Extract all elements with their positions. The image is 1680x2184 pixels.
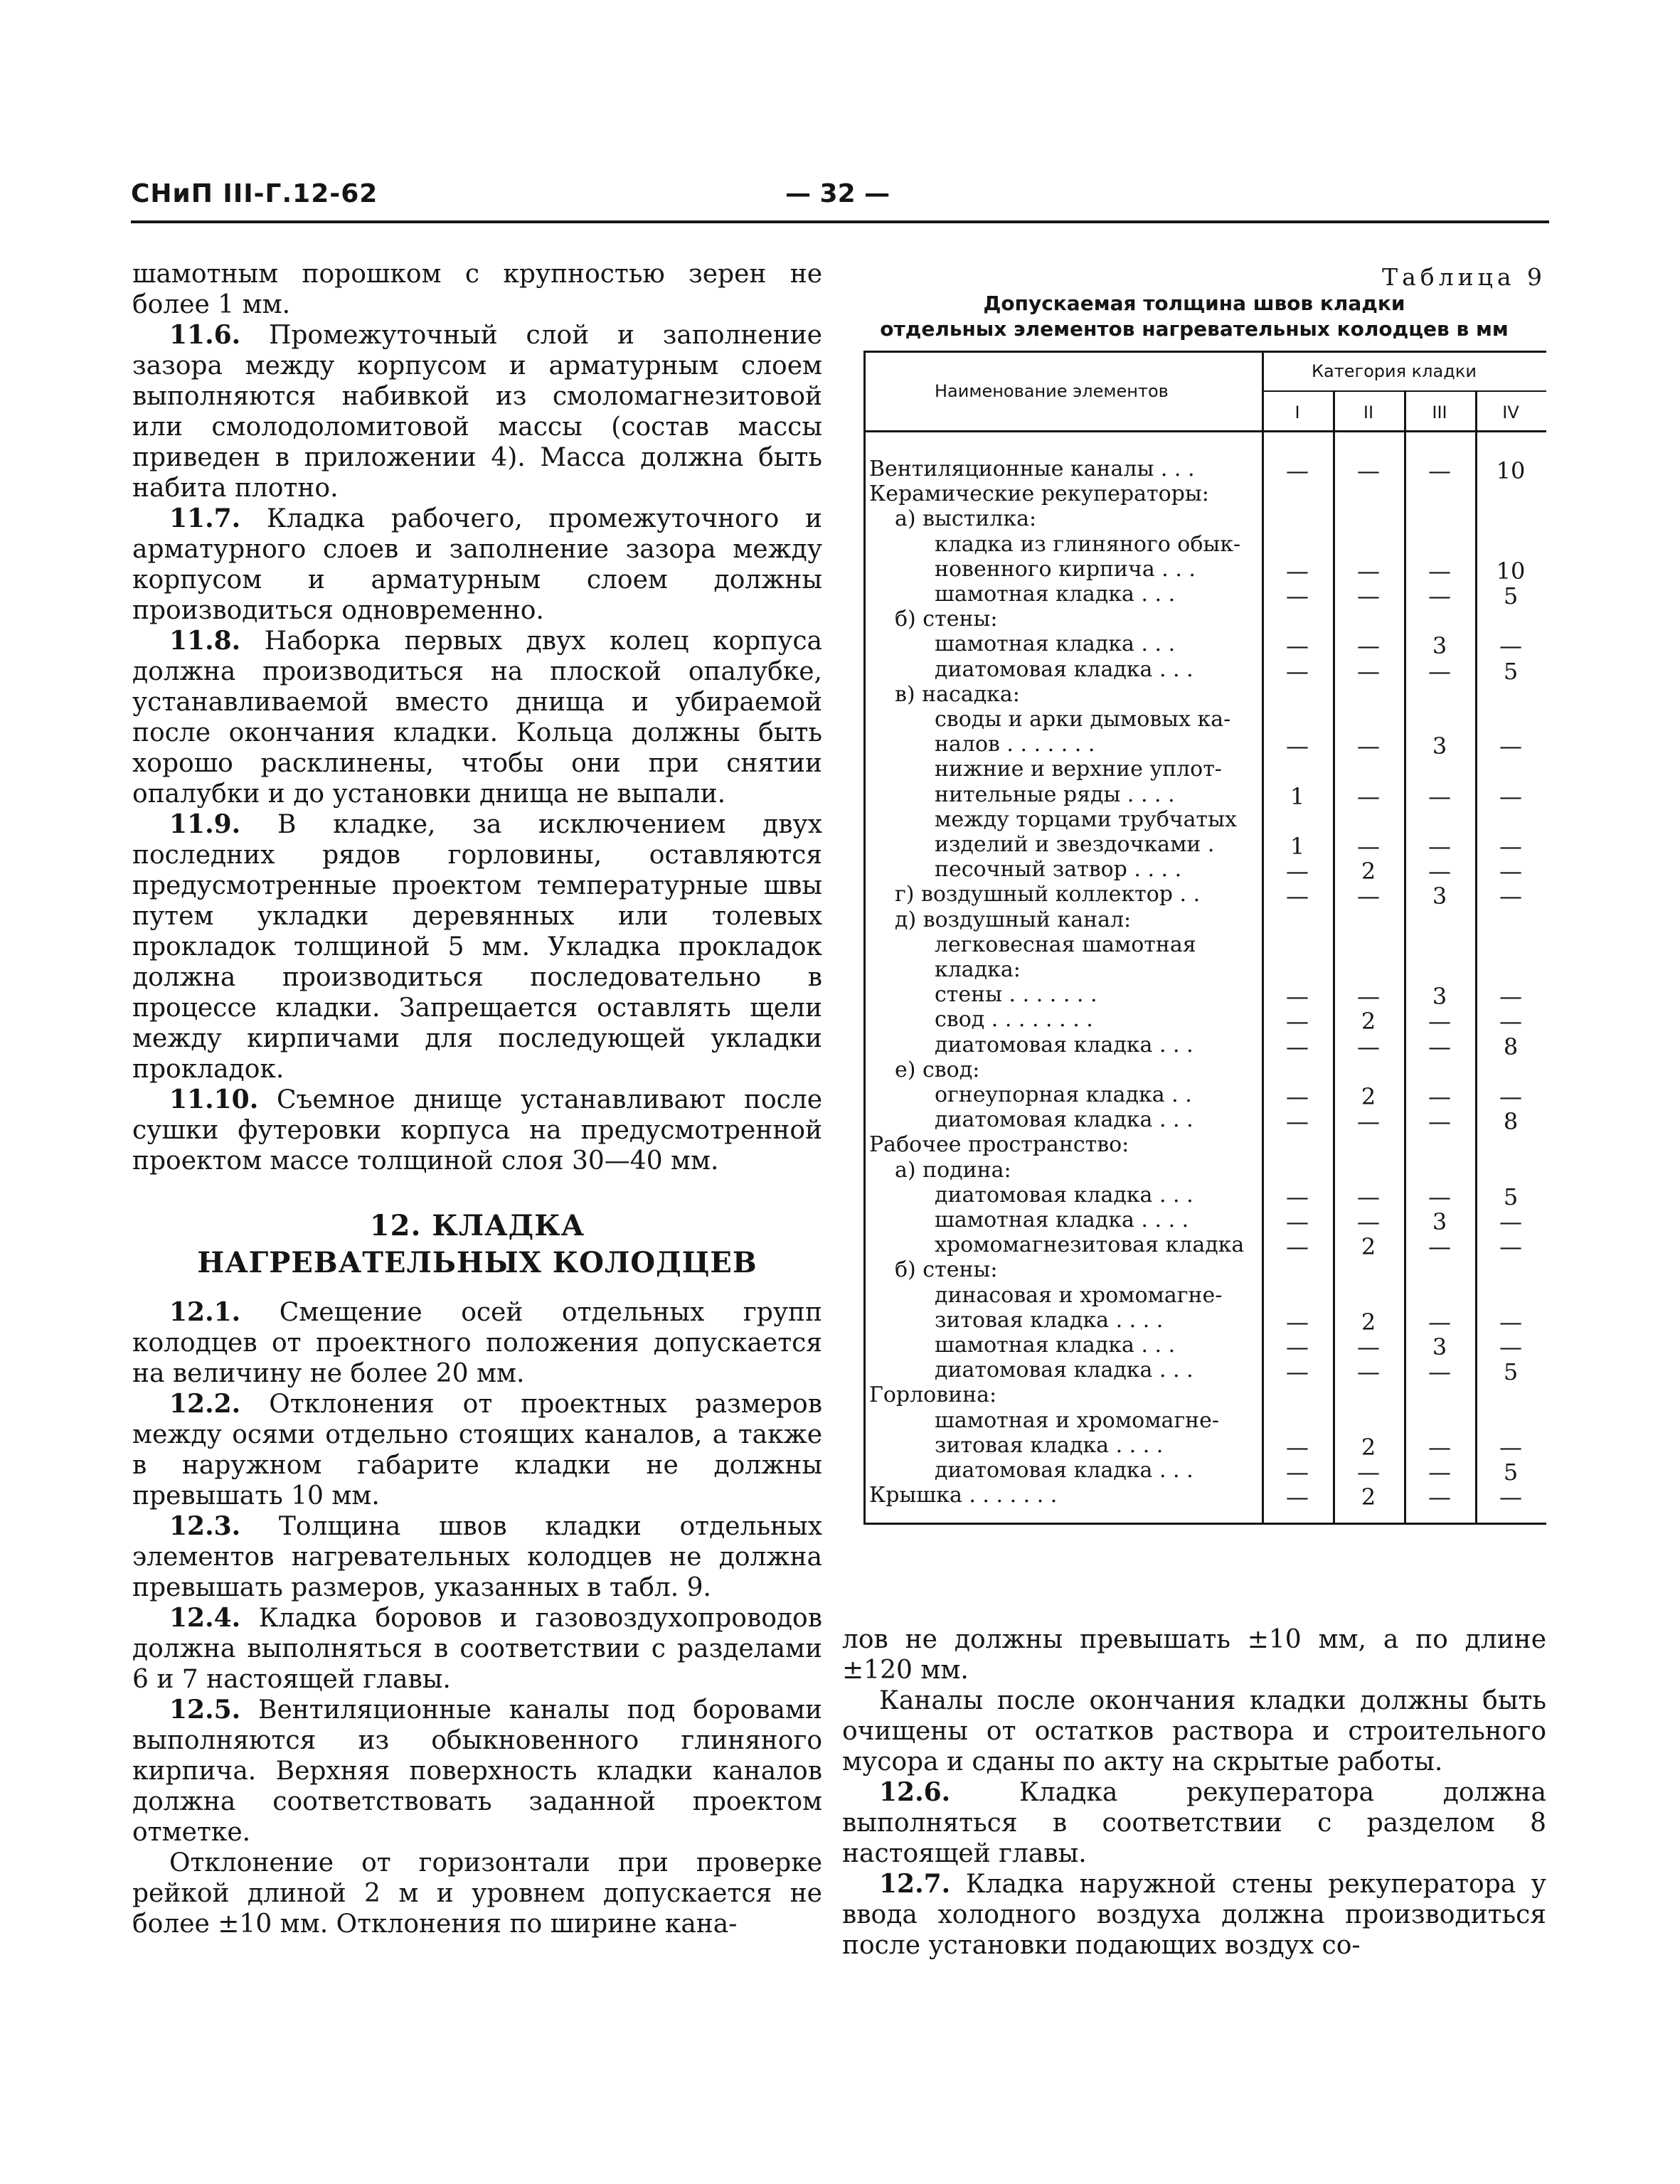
- table-cell: 2: [1361, 1483, 1376, 1511]
- paragraph-12-5: [132, 1695, 822, 1848]
- paragraph-text: Вентиляционные каналы под боровами выполняются из обыкновенного глиняного кирпича. Верхняя поверхность кладки каналов должна соответствовать заданной проектом отметке.: [132, 1695, 822, 1847]
- paragraph-number: 11.10.: [169, 1085, 259, 1114]
- paragraph-number: 11.6.: [169, 320, 241, 350]
- table-cell: 10: [1496, 557, 1526, 585]
- table-col-rule: [1404, 390, 1406, 1523]
- page-header: [131, 176, 1549, 219]
- table-cell: —: [1499, 883, 1522, 910]
- table-row-label: свод . . . . . . . .: [935, 1007, 1093, 1033]
- table-name-col-rule: [1262, 351, 1264, 1523]
- table-cell: 3: [1432, 733, 1447, 760]
- table-row-label: динасовая и хромомагне-: [935, 1282, 1223, 1308]
- table-cell: 2: [1361, 1233, 1376, 1261]
- table-title-line-2: отдельных элементов нагревательных колодцев в мм: [880, 317, 1509, 341]
- paragraph-number: 12.3.: [169, 1511, 241, 1541]
- table-cell: 5: [1503, 1358, 1519, 1386]
- table-cell: —: [1357, 632, 1380, 660]
- table-cell: —: [1357, 1333, 1380, 1360]
- table-cell: 2: [1361, 1433, 1376, 1461]
- table-row-label: диатомовая кладка . . .: [935, 1182, 1193, 1208]
- table-cell: —: [1428, 1033, 1451, 1060]
- table-bottom-rule: [863, 1523, 1546, 1525]
- right-column: [842, 1624, 1546, 1961]
- paragraph-number: 12.6.: [879, 1777, 951, 1807]
- table-cell: —: [1286, 582, 1309, 609]
- left-column: [132, 259, 822, 1939]
- table-cell: —: [1286, 883, 1309, 910]
- header-rule: [131, 220, 1549, 223]
- table-row-label: Крышка . . . . . . .: [869, 1483, 1058, 1508]
- table-cell: —: [1428, 833, 1451, 860]
- table-category-I: I: [1294, 403, 1300, 422]
- table-cell: —: [1428, 1108, 1451, 1136]
- table-cell: —: [1428, 858, 1451, 885]
- table-cell: 8: [1503, 1108, 1519, 1136]
- table-cell: —: [1357, 1183, 1380, 1210]
- table-col-rule: [1475, 390, 1477, 1523]
- table-cell: —: [1286, 557, 1309, 585]
- table-row-label: Горловина:: [869, 1383, 997, 1408]
- table-cell: —: [1428, 1308, 1451, 1336]
- paragraph-12-2: [132, 1389, 822, 1511]
- table-cell: —: [1286, 1083, 1309, 1110]
- paragraph-text: Съемное днище устанавливают после сушки футеровки корпуса на предусмотренной проектом массе толщиной слоя 30—40 мм.: [132, 1085, 822, 1176]
- table-cell: —: [1499, 858, 1522, 885]
- table-cell: —: [1286, 1108, 1309, 1136]
- table-cell: —: [1428, 782, 1451, 810]
- table-cell: —: [1499, 1233, 1522, 1261]
- paragraph-text: Кладка рабочего, промежуточного и арматурного слоев и заполнение зазора между корпусом и арматурным слоем должны производиться одновременно.: [132, 504, 822, 625]
- paragraph-text: Отклонения от проектных размеров между осями отдельно стоящих каналов, а также в наружном габарите кладки не должны превышать 10 мм.: [132, 1390, 822, 1511]
- table-cell: —: [1428, 457, 1451, 484]
- table-cell: —: [1286, 632, 1309, 660]
- paragraph-number: 12.1.: [169, 1297, 241, 1327]
- table-row-label: шамотная кладка . . .: [935, 1333, 1176, 1358]
- paragraph-continuation: шамотным порошком с крупностью зерен не более 1 мм.: [132, 260, 822, 319]
- section-title-line-1: 12. КЛАДКА: [369, 1209, 585, 1242]
- table-cell: —: [1428, 657, 1451, 685]
- table-col-rule: [1333, 390, 1335, 1523]
- table-row-label: а) выстилка:: [895, 506, 1037, 532]
- table-row-label: диатомовая кладка . . .: [935, 1107, 1193, 1133]
- paragraph-text: Промежуточный слой и заполнение зазора между корпусом и арматурным слоем выполняются набивкой из смоломагнезитовой или смолодоломитовой массы (состав массы приведен в приложении 4). Масса должна быть набита плотно.: [132, 321, 822, 503]
- table-cell: —: [1286, 1433, 1309, 1461]
- paragraph-12-7: [842, 1869, 1546, 1961]
- table-cell: —: [1357, 883, 1380, 910]
- table-column-header-category: Категория кладки: [1312, 361, 1477, 381]
- table-row-label: нительные ряды . . . .: [935, 782, 1175, 807]
- table-row-label: диатомовая кладка . . .: [935, 1032, 1193, 1058]
- table-label: Таблица 9: [1382, 263, 1546, 291]
- table-cell: —: [1357, 733, 1380, 760]
- paragraph-channels: Каналы после окончания кладки должны быть очищены от остатков раствора и строительного мусора и сданы по акту на скрытые работы.: [842, 1686, 1546, 1777]
- table-cell: —: [1357, 582, 1380, 609]
- table-category-III: III: [1432, 403, 1447, 422]
- table-cell: —: [1428, 1183, 1451, 1210]
- table-cell: 2: [1361, 1008, 1376, 1035]
- document-code: СНиП III-Г.12-62: [131, 179, 378, 208]
- section-title: [132, 1208, 822, 1282]
- table-row-label: песочный затвор . . . .: [935, 857, 1182, 883]
- table-cell: 3: [1432, 1208, 1447, 1235]
- table-title-line-1: Допускаемая толщина швов кладки: [983, 292, 1405, 315]
- table-cell: 3: [1432, 983, 1447, 1011]
- paragraph-continuation-right: лов не должны превышать ±10 мм, а по длине ±120 мм.: [842, 1625, 1546, 1685]
- table-cell: —: [1357, 1033, 1380, 1060]
- paragraph-11-9: [132, 809, 822, 1085]
- table-cell: 2: [1361, 858, 1376, 885]
- table-cell: —: [1286, 1333, 1309, 1360]
- table-cell: 3: [1432, 883, 1447, 910]
- paragraph-number: 12.7.: [879, 1869, 951, 1899]
- table-row-label: в) насадка:: [895, 681, 1020, 707]
- table-cell: —: [1357, 1108, 1380, 1136]
- table-row-label: диатомовая кладка . . .: [935, 1358, 1193, 1383]
- table-cell: —: [1428, 1433, 1451, 1461]
- table-row-label: изделий и звездочками .: [935, 832, 1215, 857]
- table-cell: —: [1428, 557, 1451, 585]
- table-cell: —: [1286, 1308, 1309, 1336]
- table-cell: —: [1286, 1183, 1309, 1210]
- table-cell: —: [1286, 858, 1309, 885]
- table-header-bottom-rule: [863, 430, 1546, 432]
- table-cell: —: [1428, 1483, 1451, 1511]
- table-row-label: б) стены:: [895, 1257, 998, 1283]
- table-row-label: шамотная кладка . . .: [935, 582, 1176, 607]
- table-row-label: диатомовая кладка . . .: [935, 1458, 1193, 1483]
- table-cell: 5: [1503, 1183, 1519, 1210]
- paragraph-number: 12.5.: [169, 1695, 241, 1725]
- paragraph-number: 11.8.: [169, 626, 241, 656]
- table-cell: —: [1428, 582, 1451, 609]
- table-cell: —: [1286, 1483, 1309, 1511]
- table-row-label: зитовая кладка . . . .: [935, 1307, 1164, 1333]
- paragraph-text: В кладке, за исключением двух последних рядов горловины, оставляются предусмотренные проектом температурные швы путем укладки деревянных или толевых прокладок толщиной 5 мм. Укладка прокладок должна производиться последовательно в процессе кладки. Запрещается оставлять щели между кирпичами для последующей укладки прокладок.: [132, 810, 822, 1084]
- table-row-label: стены . . . . . . .: [935, 982, 1097, 1008]
- table-top-rule: [863, 351, 1546, 353]
- table-cell: —: [1357, 557, 1380, 585]
- paragraph-text: Смещение осей отдельных групп колодцев от проектного положения допускается на величину не более 20 мм.: [132, 1298, 822, 1388]
- table-row-label: хромомагнезитовая кладка: [935, 1232, 1245, 1258]
- table-cell: —: [1357, 457, 1380, 484]
- paragraph-text: Кладка наружной стены рекуператора у ввода холодного воздуха должна производиться после установки подающих воздух со-: [842, 1870, 1546, 1960]
- paragraph-11-8: [132, 626, 822, 809]
- table-cell: 1: [1290, 782, 1305, 810]
- table-row-label: Рабочее пространство:: [869, 1132, 1129, 1158]
- table-cell: —: [1286, 657, 1309, 685]
- table-cell: —: [1286, 1459, 1309, 1486]
- table-cell: —: [1499, 1483, 1522, 1511]
- table-cell: 8: [1503, 1033, 1519, 1060]
- paragraph-number: 11.7.: [169, 504, 241, 533]
- table-cell: —: [1499, 782, 1522, 810]
- table-cell: —: [1357, 983, 1380, 1011]
- table-row-label: новенного кирпича . . .: [935, 556, 1196, 582]
- table-cell: —: [1286, 733, 1309, 760]
- table-row-label: шамотная кладка . . . .: [935, 1208, 1189, 1232]
- table-cell: —: [1428, 1459, 1451, 1486]
- paragraph-11-6: [132, 320, 822, 504]
- paragraph-12-6: [842, 1777, 1546, 1869]
- table-cell: —: [1357, 1459, 1380, 1486]
- table-row-label: Керамические рекуператоры:: [869, 481, 1209, 507]
- table-cell: 2: [1361, 1308, 1376, 1336]
- table-row-label: е) свод:: [895, 1057, 980, 1082]
- table-row-label: нижние и верхние уплот-: [935, 757, 1222, 782]
- table-column-header-name: Наименование элементов: [935, 381, 1169, 401]
- table-row-label: налов . . . . . . .: [935, 732, 1095, 757]
- table-row-label: между торцами трубчатых: [935, 806, 1237, 832]
- table-category-IV: IV: [1502, 403, 1519, 422]
- table-row-label: кладка из глиняного обык-: [935, 531, 1241, 557]
- table-row-label: зитовая кладка . . . .: [935, 1432, 1164, 1458]
- table-cell: 5: [1503, 582, 1519, 609]
- table-title: [842, 291, 1546, 342]
- table-cell: —: [1499, 1433, 1522, 1461]
- paragraph-number: 12.2.: [169, 1389, 241, 1419]
- paragraph-text: Наборка первых двух колец корпуса должна производиться на плоской опалубке, устанавливаемой вместо днища и убираемой после окончания кладки. Кольца должны быть хорошо расклинены, чтобы они при снятии опалубки и до установки днища не выпали.: [132, 627, 822, 809]
- paragraph-number: 12.4.: [169, 1603, 241, 1633]
- table-category-II: II: [1363, 403, 1374, 422]
- table-cell: —: [1428, 1233, 1451, 1261]
- table-row-label: шамотная и хромомагне-: [935, 1407, 1220, 1433]
- table-row-label: Вентиляционные каналы . . .: [869, 457, 1195, 481]
- paragraph-11-7: [132, 504, 822, 626]
- table-row-label: огнеупорная кладка . .: [935, 1082, 1192, 1107]
- table-cell: 3: [1432, 632, 1447, 660]
- table-row-label: шамотная кладка . . .: [935, 632, 1176, 657]
- table-cell: —: [1357, 1358, 1380, 1386]
- table-row-label: а) подина:: [895, 1157, 1011, 1183]
- table-cell: —: [1286, 983, 1309, 1011]
- table-cell: —: [1499, 1083, 1522, 1110]
- page-number: — 32 —: [785, 179, 890, 208]
- table-cell: —: [1286, 1358, 1309, 1386]
- table-cell: 5: [1503, 1459, 1519, 1486]
- table-cell: —: [1286, 457, 1309, 484]
- table-cell: —: [1428, 1358, 1451, 1386]
- table-cell: —: [1286, 1208, 1309, 1235]
- paragraph-text: Кладка боровов и газовоздухопроводов должна выполняться в соответствии с разделами 6 и 7 настоящей главы.: [132, 1604, 822, 1694]
- table-row-label: б) стены:: [895, 607, 998, 632]
- table-cell: —: [1286, 1033, 1309, 1060]
- table-row-label: кладка:: [935, 957, 1021, 982]
- table-cell: 3: [1432, 1333, 1447, 1360]
- table-cell: —: [1499, 632, 1522, 660]
- table-row-label: своды и арки дымовых ка-: [935, 707, 1231, 732]
- table-cell: —: [1499, 983, 1522, 1011]
- table-row-label: легковесная шамотная: [935, 932, 1196, 957]
- table-cell: —: [1499, 1008, 1522, 1035]
- table-cell: —: [1357, 657, 1380, 685]
- table-cell: —: [1499, 1308, 1522, 1336]
- table-cell: —: [1499, 1333, 1522, 1360]
- table-cell: 1: [1290, 833, 1305, 860]
- paragraph-12-3: [132, 1511, 822, 1603]
- table-row-label: г) воздушный коллектор . .: [895, 882, 1201, 907]
- table-9: [863, 351, 1546, 1587]
- table-row-label: д) воздушный канал:: [895, 907, 1132, 932]
- paragraph-number: 11.9.: [169, 809, 241, 839]
- table-row-label: диатомовая кладка . . .: [935, 656, 1193, 682]
- table-cell: —: [1357, 833, 1380, 860]
- table-cell: —: [1499, 1208, 1522, 1235]
- paragraph-text: Кладка рекуператора должна выполняться в соответствии с разделом 8 настоящей главы.: [842, 1778, 1546, 1868]
- table-cell: —: [1286, 1233, 1309, 1261]
- table-caption: [842, 263, 1546, 342]
- table-cell: —: [1357, 782, 1380, 810]
- section-title-line-2: НАГРЕВАТЕЛЬНЫХ КОЛОДЦЕВ: [197, 1246, 757, 1279]
- table-cell: —: [1286, 1008, 1309, 1035]
- paragraph-12-4: [132, 1603, 822, 1695]
- table-cell: —: [1428, 1008, 1451, 1035]
- paragraph-text: Толщина швов кладки отдельных элементов нагревательных колодцев не должна превышать размеров, указанных в табл. 9.: [132, 1512, 822, 1602]
- table-cell: —: [1357, 1208, 1380, 1235]
- table-cell: —: [1428, 1083, 1451, 1110]
- table-cell: —: [1499, 833, 1522, 860]
- table-cell: 10: [1496, 457, 1526, 484]
- paragraph-12-1: [132, 1297, 822, 1389]
- paragraph-deviation: Отклонение от горизонтали при проверке рейкой длиной 2 м и уровнем допускается не более ±10 мм. Отклонения по ширине кана-: [132, 1848, 822, 1939]
- paragraph-11-10: [132, 1085, 822, 1176]
- table-cell: 2: [1361, 1083, 1376, 1110]
- table-cell: —: [1499, 733, 1522, 760]
- table-left-rule: [863, 351, 866, 1523]
- table-cell: 5: [1503, 657, 1519, 685]
